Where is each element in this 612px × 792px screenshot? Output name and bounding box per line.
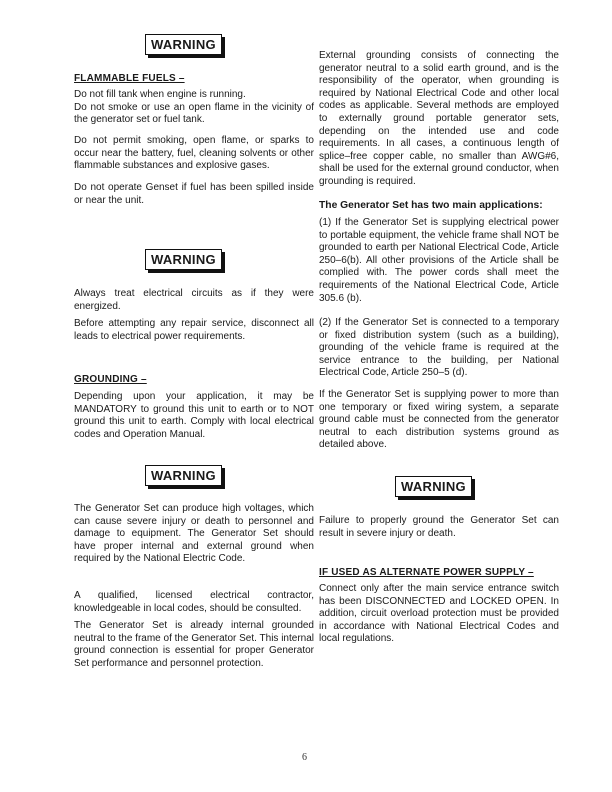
page-number: 6 [302, 752, 307, 763]
paragraph: If the Generator Set is supplying power to more than one temporary or fixed wiring system, a separate ground cable must be connected from the generator neutral to each distribution systems ground as detailed above. [319, 389, 559, 451]
paragraph: Failure to properly ground the Generator Set can result in severe injury or death. [319, 515, 559, 539]
paragraph: External grounding consists of connecting the generator neutral to a solid earth ground, and is the responsibility of the operator, when grounding is required by National Electrical Code and other local codes as applicable. Several methods are employed to externally ground portable generator sets, depending on the intended use and code requirements. In all cases, a continuous length of splice–free copper cable, no smaller than AWG#6, shall be used for the external ground conductor, when grounding is required. [319, 50, 559, 187]
paragraph: Do not smoke or use an open flame in the vicinity of the generator set or fuel tank. [74, 101, 314, 126]
flammable-fuels-heading: FLAMMABLE FUELS – [74, 73, 185, 84]
warning-box [145, 34, 222, 55]
paragraph: The Generator Set is already internal grounded neutral to the frame of the Generator Set. This internal ground connection is essential for proper Generator Set performance and personnel protection. [74, 620, 314, 669]
paragraph: Depending upon your application, it may be MANDATORY to ground this unit to earth or to NOT ground this unit to earth. Comply with local electrical codes and Operation Manual. [74, 391, 314, 440]
paragraph: (2) If the Generator Set is connected to a temporary or fixed distribution system (such as a building), grounding of the vehicle frame is required at the service entrance to the building, per National Electrical Code, Article 250–5 (d). [319, 317, 559, 379]
paragraph: The Generator Set can produce high voltages, which can cause severe injury or death to personnel and damage to equipment. The Generator Set should have proper internal and external ground when required by the National Electric Code. [74, 503, 314, 565]
warning-box [145, 249, 222, 270]
paragraph: A qualified, licensed electrical contractor, knowledgeable in local codes, should be consulted. [74, 590, 314, 614]
grounding-heading: GROUNDING – [74, 374, 147, 385]
warning-label: WARNING [145, 249, 222, 270]
warning-label: WARNING [145, 465, 222, 486]
paragraph: (1) If the Generator Set is supplying electrical power to portable equipment, the vehicle frame shall NOT be grounded to earth per National Electrical Code, Article 250–6(b). All other provisions of the Article shall be complied with. The power cords shall meet the requirements of the National Electrical Code, Article 305.6 (b). [319, 217, 559, 304]
warning-label: WARNING [145, 34, 222, 55]
alternate-power-heading: IF USED AS ALTERNATE POWER SUPPLY – [319, 567, 534, 578]
paragraph: Do not fill tank when engine is running. [74, 89, 246, 100]
warning-box [145, 465, 222, 486]
paragraph: Before attempting any repair service, disconnect all leads to electrical power requirements. [74, 318, 314, 342]
paragraph: Do not permit smoking, open flame, or sparks to occur near the battery, fuel, cleaning solvents or other flammable substances and explosive gases. [74, 135, 314, 172]
applications-heading: The Generator Set has two main applications: [319, 200, 543, 211]
paragraph: Connect only after the main service entrance switch has been DISCONNECTED and LOCKED OPEN. In addition, circuit overload protection must be provided in accordance with National Electrical Codes and local regulations. [319, 583, 559, 645]
paragraph: Do not operate Genset if fuel has been spilled inside or near the unit. [74, 182, 314, 206]
warning-label: WARNING [395, 476, 472, 497]
warning-box [395, 476, 472, 497]
paragraph: Always treat electrical circuits as if they were energized. [74, 288, 314, 312]
